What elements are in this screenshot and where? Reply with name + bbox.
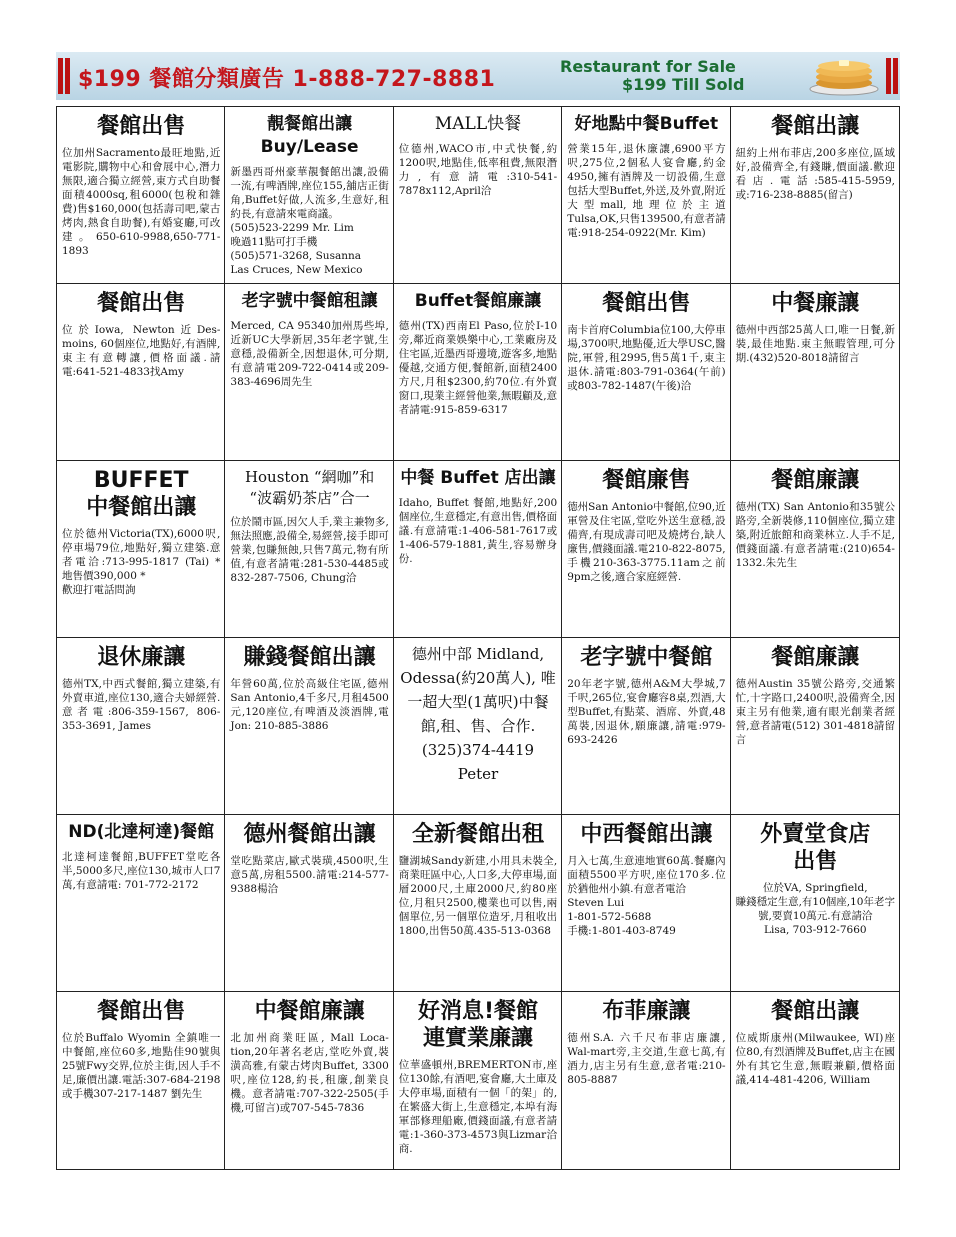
ad-card [562, 638, 730, 815]
ad-body: Merced, CA 95340加州馬些埠,近新UC大學新居,35年老字號,生意穩,設備新全,因想退休,可分期,有意請電209-722-0414或209-383-4696周先生 [230, 320, 389, 388]
ad-body: 德州(TX)西南El Paso,位於I-10旁,鄰近商業娛樂中心,工業廠房及住宅區,近墨西哥邊境,遊客多,地點優越,交通方便,餐館新,面積2400方尺,月租$2300,約70位.有外賣窗口,現業主經營他業,無暇顧及,意者請電:915-859-6317 [398, 320, 558, 416]
ad-body: Idaho, Buffet 餐館,地點好,200個座位,生意穩定,有意出售,價格面議.有意請電:1-406-581-7617或1-406-579-1881,黃生,容易辦身份. [398, 497, 558, 565]
ad-card [225, 107, 393, 284]
ad-body: 新墨西哥州豪華靚餐館出讓,設備一流,有啤酒牌,座位155,舖店正街角,Buffet好做,人流多,生意好,租約長,有意請來電商議。 (505)523-2299 Mr. Lim 晚過11點可打手機 (505)571-3268, Susanna Las Cruces, New Mexico [230, 166, 389, 276]
ad-card [562, 461, 730, 638]
ad-body: 營業15年,退休廉讓,6900平方呎,275位,2個私人宴會廳,約金4950,擁有酒牌及一切設備,生意包括大型Buffet,外送,及外賣,附近大型mall,地理位於主道Tulsa,OK,只售139500,有意者請電:918-254-0922(Mr. Kim) [567, 143, 726, 239]
banner-price-line: $199 Till Sold [622, 75, 745, 94]
ad-title: 退休廉讓 [97, 645, 186, 670]
banner-right-bar [893, 58, 898, 94]
ad-body: 20年老字號,德州A&M大學城,7千呎,265位,宴會廳容8桌,烈酒,大型Buffet,有點菜、酒席、外賣,48萬裝,因退休,願廉讓,請電:979-693-2426 [567, 678, 726, 746]
ad-title: 中餐館廉讓 [254, 999, 365, 1024]
ad-body: 位於Buffalo Wyomin 全鎮唯一中餐館,座位60多,地點佳90號與25號Fwy交界,位於主街,因人手不足,廉價出讓.電話:307-684-2198或手機307-217-1487 劉先生 [62, 1032, 221, 1100]
ad-card [57, 638, 225, 815]
ad-card [731, 815, 899, 992]
ad-card [731, 638, 899, 815]
ad-title: Buffet餐館廉讓 [414, 291, 542, 311]
ad-title: 外賣堂食店 出售 [760, 822, 871, 874]
ad-card [225, 284, 393, 461]
ad-card [57, 284, 225, 461]
ad-title: 全新餐館出租 [411, 822, 544, 847]
ad-title: 靚餐館出讓Buy/Lease [260, 114, 359, 157]
ad-title: BUFFET 中餐館出讓 [86, 468, 197, 520]
ad-card [225, 992, 393, 1169]
ad-card [225, 461, 393, 638]
ad-body: 位威斯康州(Milwaukee, WI)座位80,有烈酒牌及Buffet,店主在國外有其它生意,無暇兼顧,價格面議,414-481-4206, William [735, 1032, 895, 1086]
ad-title: MALL快餐 [434, 114, 522, 134]
ad-body: 德州中部 Midland, Odessa(約20萬人), 唯一超大型(1萬呎)中餐館,租、售、合作. (325)374-4419 Peter [400, 645, 556, 783]
ad-title: 德州餐館出讓 [243, 822, 376, 847]
ad-body: 北加州商業旺區, Mall Loca-tion,20年著名老店,堂吃外賣,裝潢高雅,有蒙古烤肉Buffet, 3300呎,座位128,約長,租廉,創業良機。意者請電:707-322-2505(手機,可留言)或707-545-7836 [230, 1032, 389, 1114]
ad-title: ND(北達柯達)餐館 [68, 822, 215, 842]
banner-sale-line: Restaurant for Sale [560, 57, 736, 76]
ad-body: 德州TX,中西式餐館,獨立建築,有外賣車道,座位130,適合夫婦經營.意者電:806-359-1567, 806-353-3691, James [62, 678, 221, 732]
ad-title: 賺錢餐館出讓 [243, 645, 376, 670]
ad-card [731, 107, 899, 284]
ad-title: 餐館出售 [602, 291, 691, 316]
ad-body: 位於德州Victoria(TX),6000呎,停車場79位,地點好,獨立建築.意者電洽:713-995-1817 (Tai) * 地售價390,000 * 歡迎打電話問詢 [62, 528, 221, 596]
ad-body: 年營60萬,位於高級住宅區,德州San Antonio,4千多尺,月租4500元,120座位,有啤酒及淡酒牌,電Jon: 210-885-3886 [230, 678, 389, 732]
ad-body: 德州中西部25萬人口,唯一日餐,新裝,最佳地點.東主無暇管理,可分期.(432)520-8018請留言 [735, 324, 895, 364]
ad-title: 好消息!餐館 連實業廉讓 [417, 999, 539, 1051]
ad-card [562, 284, 730, 461]
banner-right-bar [886, 58, 891, 94]
ad-title: 餐館出讓 [771, 114, 860, 139]
ad-title: 餐館出售 [97, 999, 186, 1024]
ad-body: 位德州,WACO市,中式快餐,約1200呎,地點佳,低率租費,無限潛力,有意請電:310-541-7878x112,April洽 [398, 143, 558, 197]
ad-body: 月入七萬,生意連地實60萬.餐廳內面積5500平方呎,座位170多.位於猶他州小鎮.有意者電洽 Steven Lui 1-801-572-5688 手機:1-801-403-8749 [567, 855, 726, 937]
ad-body: 南卡首府Columbia位100,大停車場,3700呎,地點優,近大學USC,醫院,軍營,租2995,售5萬1千,東主退休.請電:803-791-0364(午前)或803-782-1487(午後)洽 [567, 324, 726, 392]
banner [56, 52, 900, 100]
ad-body: 德州S.A. 六千尺布菲店廉讓, Wal-mart旁,主交道,生意七萬,有酒力,店主另有生意,意者電:210-805-8887 [567, 1032, 726, 1086]
ad-title: 布菲廉讓 [602, 999, 691, 1024]
pancake-stack-icon [806, 56, 882, 96]
ad-title: 老字號中餐館 [580, 645, 713, 670]
ad-card [225, 815, 393, 992]
ad-card [57, 107, 225, 284]
ad-body: 位華盛頓州,BREMERTON市,座位130餘,有酒吧,宴會廳,大土庫及大停車場,面積有一個「的架」的,在繁盛大街上,生意穩定,本埠有海軍部修理船廠,價錢面議,有意者請電:1-360-373-4573與Lizmar洽商. [398, 1059, 558, 1155]
ad-title: Houston “網咖”和 “波霸奶茶店”合一 [244, 468, 375, 507]
ad-card [394, 992, 562, 1169]
banner-phone-line: $199 餐館分類廣告 1-888-727-8881 [78, 67, 496, 92]
banner-left-bar [58, 58, 63, 94]
ad-title: 餐館廉讓 [771, 645, 860, 670]
ad-card [394, 284, 562, 461]
ad-card [731, 284, 899, 461]
ad-body: 紐約上州布菲店,200多座位,區域好,設備齊全,有錢賺,價面議.歡迎看店.電話:585-415-5959,或:716-238-8885(留言) [735, 147, 895, 201]
ad-title: 老字號中餐館租讓 [241, 291, 378, 311]
ad-title: 好地點中餐Buffet [574, 114, 719, 134]
ad-body: 德州(TX) San Antonio和35號公路旁,全新裝修,110個座位,獨立建築,附近旅館和商業林立.人手不足,價錢面議.有意者請電:(210)654-1332.朱先生 [735, 501, 895, 569]
ad-card [225, 638, 393, 815]
ad-card [731, 461, 899, 638]
ad-title: 餐館廉讓 [771, 468, 860, 493]
ad-card [394, 107, 562, 284]
ad-card [57, 815, 225, 992]
ad-body: 德州Austin 35號公路旁,交通繁忙,十字路口,2400呎,設備齊全,因東主另有他業,適有眼光創業者經營,意者請電(512) 301-4818請留言 [735, 678, 895, 746]
ad-title: 餐館出售 [97, 291, 186, 316]
banner-left-bar [65, 58, 70, 94]
ad-card [394, 638, 562, 815]
ad-body: 位加州Sacramento最旺地點,近電影院,購物中心和會展中心,潛力無限,適合獨立經營,東方式自助餐面積4000sq,租6000(包稅和雜費)售$160,000(包括壽司吧,蒙古烤肉,熱食自助餐),有婚宴廳,可改建。650-610-9988,650-771-1893 [62, 147, 221, 257]
ad-body: 鹽湖城Sandy新建,小用具未裝全,商業旺區中心,人口多,大停車場,面層2000尺,土庫2000尺,約80座位,月租只2500,樓業也可以售,兩個單位,另一個單位造牙,月租收出1800,出售50萬.435-513-0368 [398, 855, 558, 937]
ad-body: 位於鬧市區,因欠人手,業主兼物多,無法照應,設備全,易經營,接手即可營業,包賺無蝕,只售7萬元,物有所值,有意者請電:281-530-4485或832-287-7506, Chung洽 [230, 516, 389, 584]
ad-title: 中西餐館出讓 [580, 822, 713, 847]
ad-card [57, 992, 225, 1169]
ad-body: 位於VA, Springfield, 賺錢穩定生意,有10個座,10年老字號,要賣10萬元.有意請洽 Lisa, 703-912-7660 [735, 882, 895, 936]
ad-body: 德州San Antonio中餐館,位90,近軍營及住宅區,堂吃外送生意穩,設備齊,有現成壽司吧及燒烤台,缺人廉售,價錢面議.電210-822-8075,手機210-363-3775.11am之前9pm之後,適合家庭經營. [567, 501, 726, 583]
ad-body: 堂吃點菜店,歐式裝璜,4500呎,生意5萬,房租5500.請電:214-577-9388楊洽 [230, 855, 389, 895]
ad-title: 中餐 Buffet 店出讓 [400, 468, 556, 488]
ad-card [562, 107, 730, 284]
ad-title: 中餐廉讓 [771, 291, 860, 316]
ad-title: 餐館出售 [97, 114, 186, 139]
ad-card [394, 461, 562, 638]
ad-card [562, 815, 730, 992]
ad-body: 位於Iowa, Newton近Des-moins, 60個座位,地點好,有酒牌,東主有意轉讓,價格面議.請電:641-521-4833找Amy [62, 324, 221, 378]
ad-title: 餐館廉售 [602, 468, 691, 493]
ad-card [394, 815, 562, 992]
ad-card [562, 992, 730, 1169]
ad-title: 餐館出讓 [771, 999, 860, 1024]
ads-grid [56, 106, 900, 1170]
ad-card [731, 992, 899, 1169]
ad-body: 北達柯達餐館,BUFFET堂吃各半,5000多尺,座位130,城市人口7萬,有意請電: 701-772-2172 [62, 851, 221, 891]
ad-card [57, 461, 225, 638]
